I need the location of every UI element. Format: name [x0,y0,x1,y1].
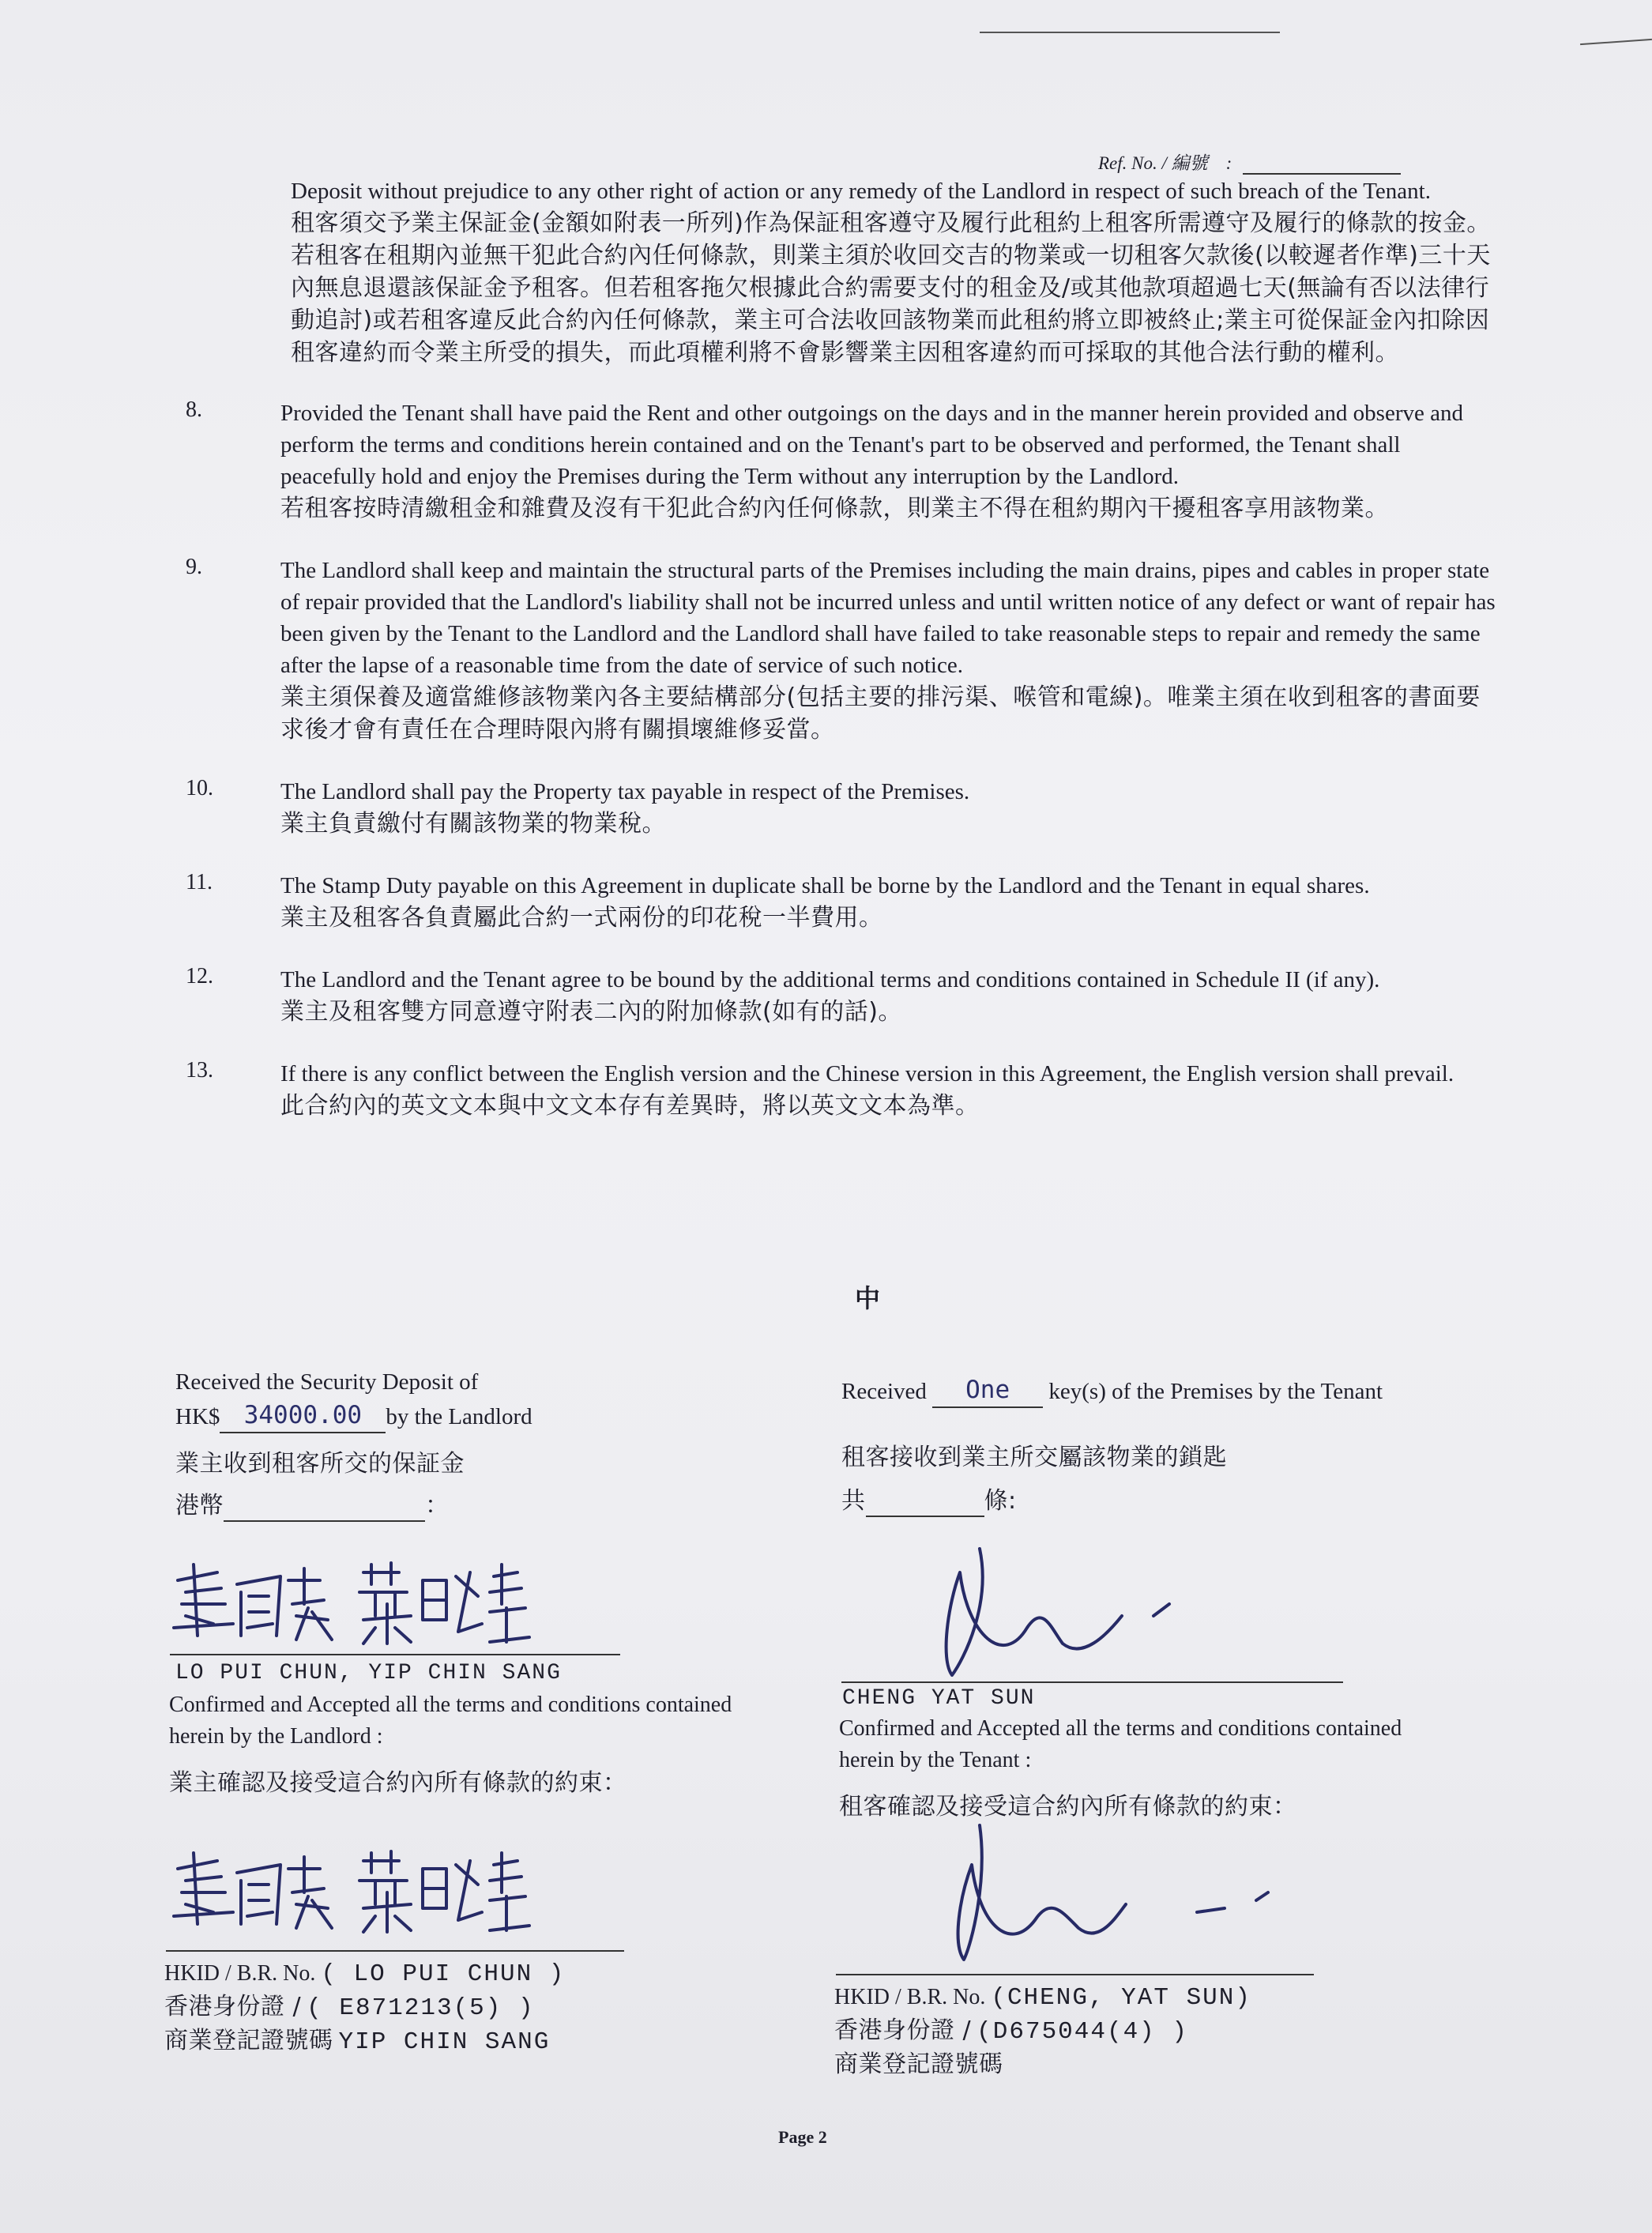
clause-chinese: 業主及租客雙方同意遵守附表二內的附加條款(如有的話)。 [280,998,902,1026]
clause-number: 11. [186,870,213,894]
landlord-br-chinese-label: 商業登記證號碼 [164,2027,333,2054]
clause-english: The Stamp Duty payable on this Agreement in duplicate shall be borne by the Landlord and the Tenant in equal shares. [280,873,1370,898]
clause-11 [186,870,1497,934]
tenant-id-label: HKID / B.R. No. [834,1985,986,2009]
tenant-id-line-1 [834,1982,1387,2014]
key-received-rest: key(s) of the Premises by the Tenant [1048,1379,1383,1404]
clause-10 [186,776,1497,840]
clause-number: 10. [186,776,213,800]
clause-chinese: 業主及租客各負責屬此合約一式兩份的印花稅一半費用。 [280,904,883,932]
tenant-id-name: (CHENG, YAT SUN) [991,1984,1251,2012]
header-rule-edge [1580,39,1652,45]
deposit-line-2 [175,1399,807,1433]
landlord-id-number: ( E871213(5) ) [307,1994,535,2022]
landlord-br-name: YIP CHIN SANG [338,2028,551,2056]
tenant-id-signature-line [836,1974,1314,1975]
reference-label: Ref. No. / 編號 : [1098,153,1232,173]
clause-12 [186,964,1497,1028]
landlord-id-block [164,1958,717,2058]
reference-blank[interactable] [1243,173,1401,175]
clause-number: 9. [186,555,202,579]
deposit-hkd-colon: ： [425,1492,450,1519]
deposit-chinese-1: 業主收到租客所交的保証金 [175,1450,465,1478]
tenant-id-chinese-label: 香港身份證 / [834,2016,972,2044]
tenant-confirmation [839,1713,1455,1823]
key-chinese-2 [841,1483,1552,1517]
deposit-by-landlord: by the Landlord [386,1404,532,1429]
deposit-clause-chinese: 租客須交予業主保証金(金額如附表一所列)作為保証租客遵守及履行此租約上租客所需遵守及履行的條款的按金。若租客在租期內並無干犯此合約內任何條款，則業主須於收回交吉的物業或一切租客欠款後(以較遲者作準)三十天內無息退還該保証金予租客。但若租客拖欠根據此合約需要支付的租金及/或其他款項超過七天(無論有否以法律行動追討)或若租客違反此合約內任何條款，業主可合法收回該物業而此租約將立即被終止;業主可從保証金內扣除因租客違約而令業主所受的損失，而此項權利將不會影響業主因租客違約而可採取的其他合法行動的權利。 [291,209,1491,367]
key-count: One [965,1376,1010,1404]
deposit-clause-continuation [186,175,1497,369]
key-chinese-count-field[interactable] [866,1483,984,1517]
tenant-id-line-3 [834,2048,1387,2081]
key-line-1 [841,1373,1552,1408]
clause-english: The Landlord shall pay the Property tax payable in respect of the Premises. [280,779,970,804]
clause-chinese: 此合約內的英文文本與中文文本存有差異時，將以英文文本為準。 [280,1092,980,1120]
tenant-signature [916,1541,1280,1687]
deposit-amount-field[interactable] [220,1399,386,1433]
key-received-label: Received [841,1379,927,1404]
key-count-field[interactable] [932,1373,1043,1408]
clause-number: 8. [186,397,202,422]
clause-number: 12. [186,964,213,988]
tenant-id-line-2 [834,2014,1387,2048]
header-rule [980,32,1280,33]
document-body [186,175,1497,1122]
clause-chinese: 若租客按時清繳租金和雜費及沒有干犯此合約內任何條款，則業主不得在租約期內干擾租客享用該物業。 [280,495,1389,522]
tenant-confirmation-chinese: 租客確認及接受這合約內所有條款的約束： [839,1793,1297,1821]
landlord-id-line-2 [164,1990,717,2024]
landlord-id-signature-line [166,1950,624,1952]
deposit-amount: 34000.00 [243,1401,363,1429]
deposit-hkd-label: 港幣 [175,1492,224,1519]
landlord-confirmation-english: Confirmed and Accepted all the terms and conditions contained herein by the Landlord : [169,1693,732,1749]
deposit-receipt [175,1365,807,1522]
clause-chinese: 業主負責繳付有關該物業的物業稅。 [280,810,666,838]
landlord-id-line-3 [164,2024,717,2058]
tenant-br-chinese-label: 商業登記證號碼 [834,2050,1003,2078]
clause-chinese: 業主須保養及適當維修該物業內各主要結構部分(包括主要的排污渠、喉管和電線)。唯業主須在收到租客的書面要求後才會有責任在合理時限內將有關損壞維修妥當。 [280,683,1481,744]
clause-english: The Landlord shall keep and maintain the structural parts of the Premises including the main drains, pipes and cables in proper state of repair provided that the Landlord's liability shall not be incurred unless and until written notice of any defect or want of repair has been given by the Tenant to the Landlord and the Landlord shall have failed to take reasonable steps to repair and remedy the same after the lapse of a reasonable time from the date of service of such notice. [280,558,1496,678]
landlord-id-name: ( LO PUI CHUN ) [321,1960,566,1988]
clause-number: 13. [186,1058,213,1083]
clause-8 [186,397,1497,525]
clause-13 [186,1058,1497,1122]
clause-english: Provided the Tenant shall have paid the Rent and other outgoings on the days and in the manner herein provided and observe and perform the terms and conditions herein contained and on the Tenant's part to be observed and performed, the Tenant shall peacefully hold and enjoy the Premises during the Term without any interruption by the Landlord. [280,401,1463,489]
tenant-id-number: (D675044(4) ) [977,2018,1188,2046]
key-chinese-1: 租客接收到業主所交屬該物業的鎖匙 [841,1444,1227,1471]
page-number: Page 2 [778,2127,827,2147]
reference-number [1098,149,1401,175]
landlord-signature-second [162,1837,541,1948]
clause-9 [186,555,1497,746]
tenant-signature-second [924,1817,1367,1975]
landlord-id-label: HKID / B.R. No. [164,1961,316,1986]
tenant-id-block [834,1982,1387,2081]
handwritten-correction: 中 [855,1283,881,1313]
landlord-signature-line [170,1654,620,1655]
clause-english: If there is any conflict between the English version and the Chinese version in this Agreement, the English version shall prevail. [280,1061,1454,1086]
landlord-id-line-1 [164,1958,717,1990]
clause-english: The Landlord and the Tenant agree to be bound by the additional terms and conditions contained in Schedule II (if any). [280,967,1380,992]
landlord-confirmation [169,1689,738,1799]
deposit-clause-english: Deposit without prejudice to any other right of action or any remedy of the Landlord in respect of such breach of the Tenant. [291,179,1431,204]
deposit-chinese-2 [175,1488,807,1522]
landlord-signature [162,1549,541,1659]
deposit-hkd-field[interactable] [224,1488,425,1522]
deposit-currency: HK$ [175,1404,220,1429]
landlord-confirmation-chinese: 業主確認及接受這合約內所有條款的約束： [169,1769,627,1797]
key-receipt [841,1373,1552,1517]
tenant-name: CHENG YAT SUN [842,1686,1036,1711]
landlord-id-chinese-label: 香港身份證 / [164,1993,302,2020]
key-chinese-total: 共 [841,1487,866,1515]
deposit-line-1: Received the Security Deposit of [175,1369,479,1395]
tenant-confirmation-english: Confirmed and Accepted all the terms and conditions contained herein by the Tenant : [839,1716,1402,1772]
landlord-names: LO PUI CHUN, YIP CHIN SANG [175,1661,562,1685]
key-chinese-unit: 條: [984,1487,1017,1515]
